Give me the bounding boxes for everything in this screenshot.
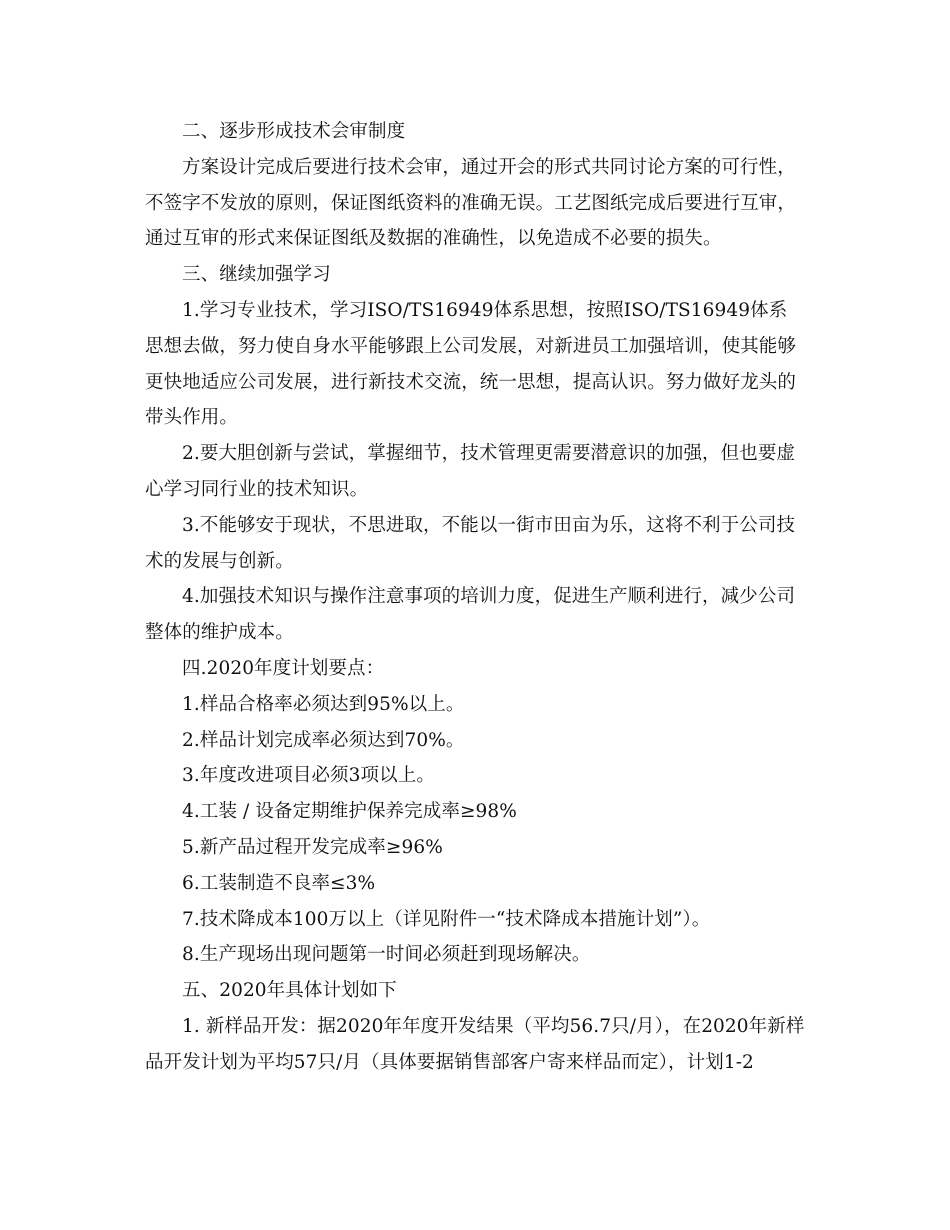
list-item-goal-8: 8.生产现场出现问题第一时间必须赶到现场解决。 (182, 944, 591, 966)
paragraph-technical-review: 方案设计完成后要进行技术会审，通过开会的形式共同讨论方案的可行性，不签字不发放的原则，保证图纸资料的准确无误。工艺图纸完成后要进行互审，通过互审的形式来保证图纸及数据的准确性，以免造成不必要的损失。 (145, 156, 797, 250)
list-item-goal-2: 2.样品计划完成率必须达到70%。 (182, 729, 465, 751)
section-heading-3: 三、继续加强学习 (182, 264, 331, 286)
paragraph-learning-1: 1.学习专业技术，学习ISO/TS16949体系思想，按照ISO/TS16949体系思想去做，努力使自身水平能够跟上公司发展，对新进员工加强培训，使其能够更快地适应公司发展，进行新技术交流，统一思想，提高认识。努力做好龙头的带头作用。 (145, 299, 797, 429)
section-heading-2: 二、逐步形成技术会审制度 (182, 121, 406, 142)
paragraph-learning-2: 2.要大胆创新与尝试，掌握细节，技术管理更需要潜意识的加强，但也要虚心学习同行业的技术知识。 (145, 443, 796, 500)
list-item-goal-3: 3.年度改进项目必须3项以上。 (182, 765, 435, 787)
list-item-goal-6: 6.工装制造不良率≤3% (182, 872, 376, 894)
section-heading-4: 四.2020年度计划要点： (182, 657, 385, 679)
document-body (145, 114, 805, 1081)
paragraph-learning-3: 3.不能够安于现状，不思进取，不能以一街市田亩为乐，这将不利于公司技术的发展与创新。 (145, 514, 796, 572)
paragraph-sample-development: 1. 新样品开发：据2020年年度开发结果（平均56.7只/月），在2020年新样品开发计划为平均57只/月（具体要据销售部客户寄来样品而定），计划1-2 (145, 1015, 805, 1073)
section-heading-5: 五、2020年具体计划如下 (182, 980, 397, 1002)
list-item-goal-7: 7.技术降成本100万以上（详见附件一“技术降成本措施计划”）。 (182, 908, 711, 930)
list-item-goal-1: 1.样品合格率必须达到95%以上。 (182, 693, 465, 715)
paragraph-learning-4: 4.加强技术知识与操作注意事项的培训力度，促进生产顺利进行，减少公司整体的维护成本。 (145, 586, 796, 644)
list-item-goal-5: 5.新产品过程开发完成率≥96% (182, 836, 443, 858)
list-item-goal-4: 4.工装 / 设备定期维护保养完成率≥98% (182, 801, 517, 823)
